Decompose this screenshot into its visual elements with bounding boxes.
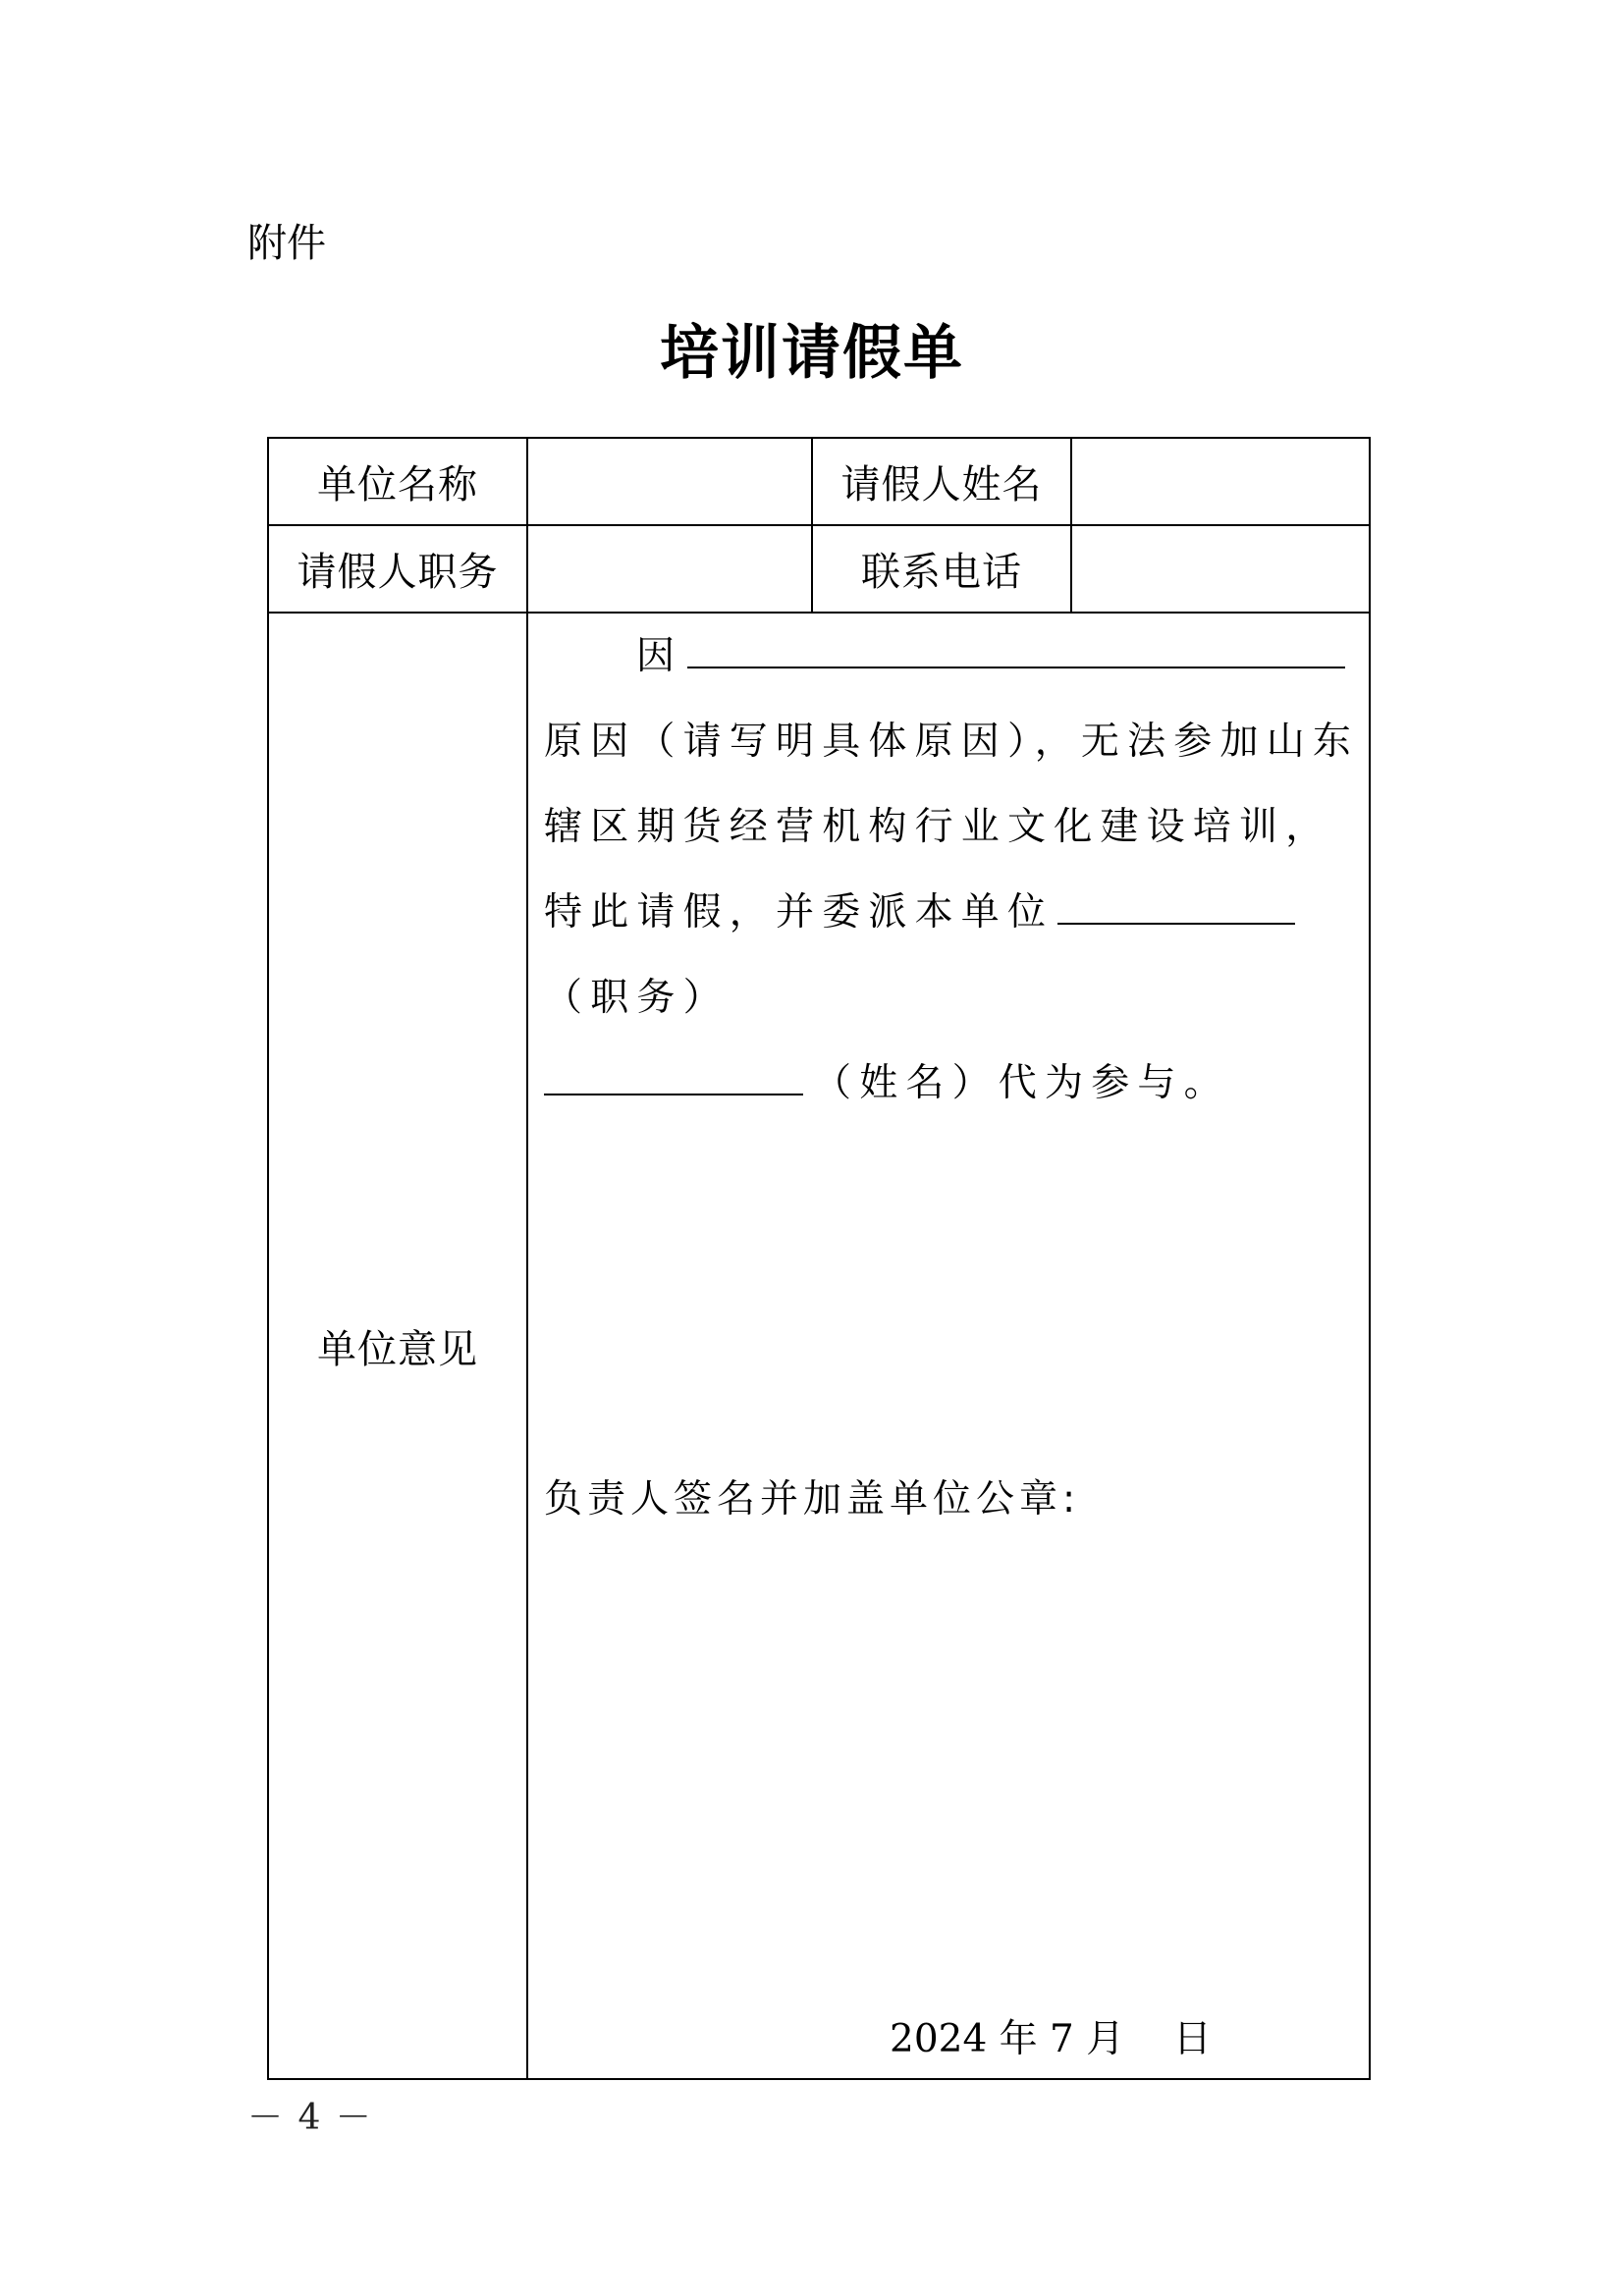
- unit-name-field[interactable]: [527, 438, 812, 525]
- form-row-position: [268, 525, 1370, 613]
- contact-phone-field[interactable]: [1071, 525, 1370, 613]
- applicant-name-label: 请假人姓名: [812, 438, 1071, 525]
- applicant-name-field[interactable]: [1071, 438, 1370, 525]
- reason-blank[interactable]: [687, 623, 1345, 668]
- applicant-position-field[interactable]: [527, 525, 812, 613]
- page-title: 培训请假单: [660, 319, 964, 388]
- reason-line: [544, 614, 1355, 699]
- reason-text: 原因（请写明具体原因），无法参加山东辖区期货经营机构行业文化建设培训，特此请假，并委派本单位: [544, 720, 1360, 934]
- date-line: 2024 年 7 月 日: [890, 2017, 1212, 2061]
- position-suffix: （职务）: [544, 976, 730, 1020]
- reason-paragraph: [544, 699, 1369, 1126]
- form-row-unit: [268, 438, 1370, 525]
- unit-opinion-label: 单位意见: [268, 613, 527, 2079]
- delegate-name-blank[interactable]: [544, 1050, 803, 1095]
- leave-request-form: [267, 437, 1371, 2080]
- name-suffix: （姓名）代为参与。: [813, 1061, 1230, 1105]
- page-number: － 4 －: [247, 2098, 373, 2138]
- signature-prompt: 负责人签名并加盖单位公章:: [544, 1477, 1081, 1522]
- unit-opinion-cell: [527, 613, 1370, 2079]
- form-row-opinion: [268, 613, 1370, 2079]
- applicant-position-label: 请假人职务: [268, 525, 527, 613]
- attachment-label: 附件: [247, 221, 326, 266]
- delegate-position-blank[interactable]: [1057, 880, 1295, 925]
- contact-phone-label: 联系电话: [812, 525, 1071, 613]
- unit-name-label: 单位名称: [268, 438, 527, 525]
- because-text: 因: [636, 634, 682, 678]
